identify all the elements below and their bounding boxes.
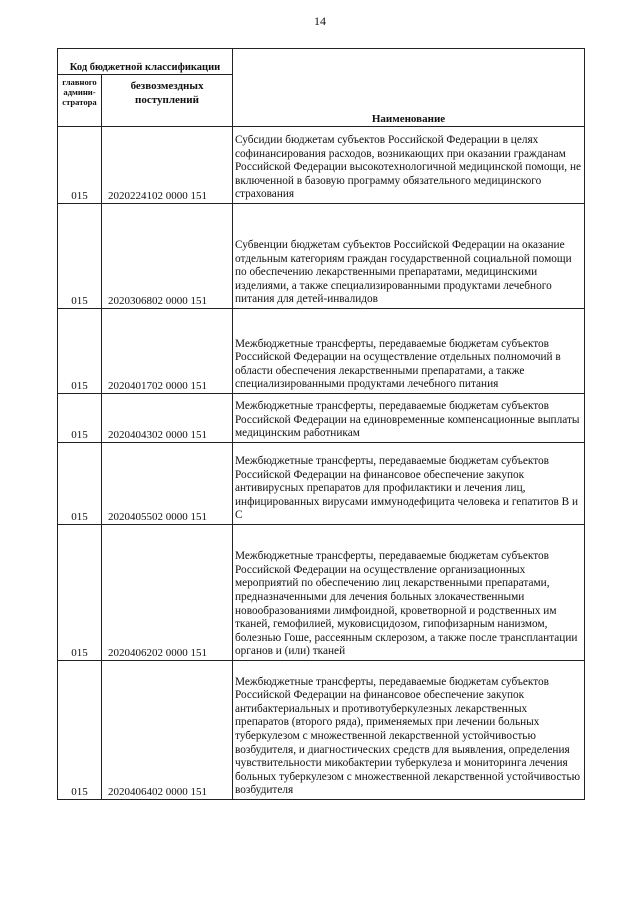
- table-row: [58, 443, 585, 525]
- admin-code-cell: 015: [58, 309, 102, 394]
- admin-code-cell: 015: [58, 661, 102, 800]
- table-row: [58, 204, 585, 309]
- admin-code-cell: 015: [58, 204, 102, 309]
- name-cell: Межбюджетные трансферты, передаваемые бюджетам субъектов Российской Федерации на осуществление отдельных полномочий в области обеспечения лекарственными препаратами, а также специализированными продуктами лечебного питания: [233, 309, 585, 394]
- name-cell: Межбюджетные трансферты, передаваемые бюджетам субъектов Российской Федерации на финансовое обеспечение закупок антивирусных препаратов для профилактики и лечения лиц, инфицированных вирусами иммунодефицита человека и гепатитов B и C: [233, 443, 585, 525]
- header-free-receipts: безвозмездных поступлений: [102, 75, 233, 127]
- table-row: [58, 661, 585, 800]
- table-row: [58, 309, 585, 394]
- budget-code-cell: 2020406402 0000 151: [102, 661, 233, 800]
- name-cell: Межбюджетные трансферты, передаваемые бюджетам субъектов Российской Федерации на осуществление организационных мероприятий по обеспечению лиц лекарственными препаратами, предназначенными для лечения больных злокачественными новообразованиями лимфоидной, кроветворной и родственных им тканей, гемофилией, муковисцидозом, гипофизарным нанизмом, болезнью Гоше, рассеянным склерозом, а также после трансплантации органов и (или) тканей: [233, 525, 585, 661]
- table-row: [58, 394, 585, 443]
- table-row: [58, 525, 585, 661]
- budget-code-cell: 2020406202 0000 151: [102, 525, 233, 661]
- header-name: Наименование: [233, 49, 585, 127]
- budget-code-cell: 2020404302 0000 151: [102, 394, 233, 443]
- name-cell: Субсидии бюджетам субъектов Российской Федерации в целях софинансирования расходов, возникающих при оказании гражданам Российской Федерации высокотехнологичной медицинской помощи, не включенной в базовую программу обязательного медицинского страхования: [233, 127, 585, 204]
- budget-code-cell: 2020224102 0000 151: [102, 127, 233, 204]
- table-header-row: [58, 49, 585, 75]
- admin-code-cell: 015: [58, 127, 102, 204]
- admin-code-cell: 015: [58, 394, 102, 443]
- admin-code-cell: 015: [58, 443, 102, 525]
- page-number: 14: [314, 14, 326, 28]
- name-cell: Межбюджетные трансферты, передаваемые бюджетам субъектов Российской Федерации на финансовое обеспечение закупок антибактериальных и противотуберкулезных лекарственных препаратов (второго ряда), применяемых при лечении больных туберкулезом с множественной лекарственной устойчивостью возбудителя, и диагностических средств для выявления, определения чувствительности микобактерии туберкулеза и мониторинга лечения больных туберкулезом с множественной лекарственной устойчивостью возбудителя: [233, 661, 585, 800]
- name-cell: Субвенции бюджетам субъектов Российской Федерации на оказание отдельным категориям граждан государственной социальной помощи по обеспечению лекарственными препаратами, медицинскими изделиями, а также специализированными продуктами лечебного питания для детей-инвалидов: [233, 204, 585, 309]
- header-admin: главного админи-стратора: [58, 75, 102, 127]
- budget-code-cell: 2020401702 0000 151: [102, 309, 233, 394]
- budget-classification-table: [57, 48, 585, 800]
- budget-code-cell: 2020306802 0000 151: [102, 204, 233, 309]
- name-cell: Межбюджетные трансферты, передаваемые бюджетам субъектов Российской Федерации на единовременные компенсационные выплаты медицинским работникам: [233, 394, 585, 443]
- header-budget-classification-code: Код бюджетной классификации: [58, 49, 233, 75]
- table-row: [58, 127, 585, 204]
- admin-code-cell: 015: [58, 525, 102, 661]
- budget-code-cell: 2020405502 0000 151: [102, 443, 233, 525]
